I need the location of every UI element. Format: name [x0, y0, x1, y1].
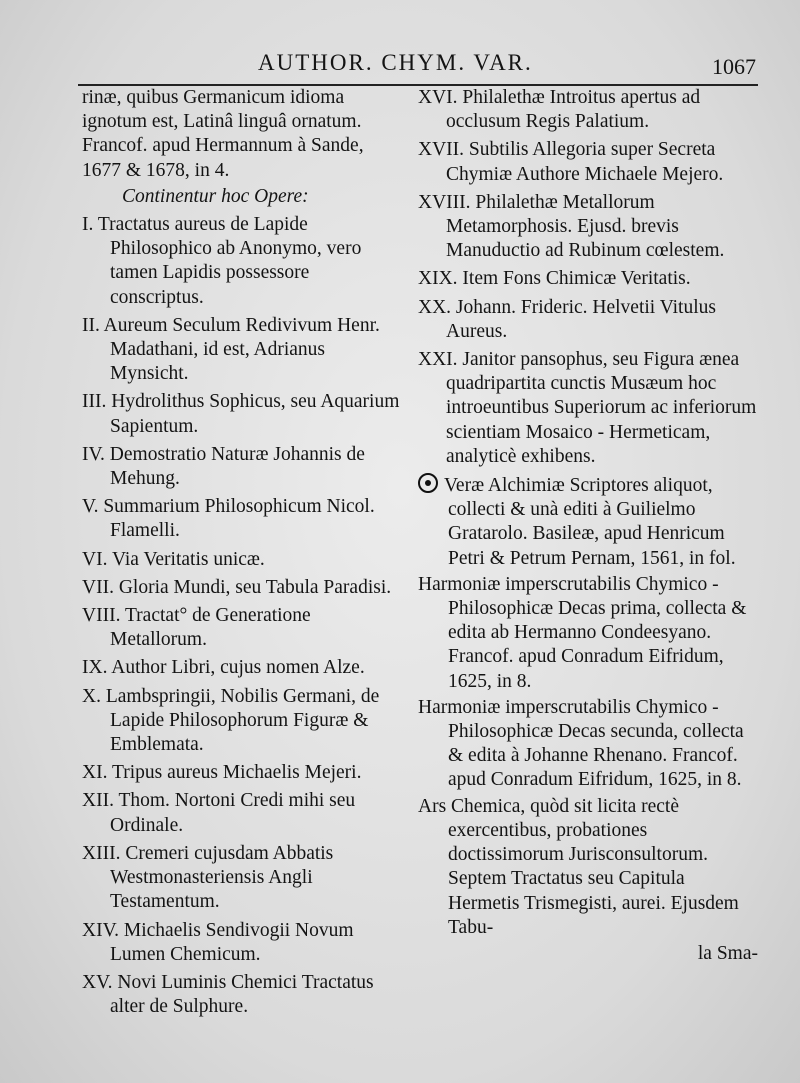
- list-item: XXI. Janitor pansophus, seu Figura ænea quadripartita cunctis Musæum hoc introeuntibus Superiorum ac inferiorum scientiam Mosaico - Hermeticam, analyticè exhibens.: [418, 349, 757, 467]
- list-item: XVIII. Philalethæ Metallorum Metamorphosis. Ejusd. brevis Manuductio ad Rubinum cœlestem.: [418, 191, 725, 262]
- list-item: IX. Author Libri, cujus nomen Alze.: [82, 657, 365, 679]
- list-item: VI. Via Veritatis unicæ.: [82, 548, 265, 570]
- list-item: I. Tractatus aureus de Lapide Philosophico ab Anonymo, vero tamen Lapidis possessore conscriptus.: [82, 214, 362, 308]
- sun-symbol-icon: [418, 473, 438, 493]
- bibliography-entry: Harmoniæ imperscrutabilis Chymico - Philosophicæ Decas secunda, collecta & edita à Johanne Rhenano. Francof. apud Conradum Eifridum, 1625, in 8.: [418, 696, 744, 791]
- list-item: II. Aureum Seculum Redivivum Henr. Madathani, id est, Adrianus Mynsicht.: [82, 314, 380, 385]
- list-item: XII. Thom. Nortoni Credi mihi seu Ordinale.: [82, 790, 356, 836]
- running-title: AUTHOR. CHYM. VAR.: [258, 50, 533, 75]
- list-item: XI. Tripus aureus Michaelis Mejeri.: [82, 762, 362, 784]
- list-item: X. Lambspringii, Nobilis Germani, de Lapide Philosophorum Figuræ & Emblemata.: [82, 685, 380, 756]
- page-header: [0, 50, 800, 80]
- list-item: IV. Demostratio Naturæ Johannis de Mehung.: [82, 443, 365, 490]
- list-item: XX. Johann. Frideric. Helvetii Vitulus Aureus.: [418, 296, 716, 342]
- list-item: XIV. Michaelis Sendivogii Novum Lumen Chemicum.: [82, 919, 354, 965]
- list-item: III. Hydrolithus Sophicus, seu Aquarium Sapientum.: [82, 391, 400, 437]
- list-item: VII. Gloria Mundi, seu Tabula Paradisi.: [82, 576, 392, 598]
- bibliography-entry: Harmoniæ imperscrutabilis Chymico - Philosophicæ Decas prima, collecta & edita ab Hermanno Condeesyano. Francof. apud Conradum Eifridum, 1625, in 8.: [418, 573, 747, 692]
- list-item: XIX. Item Fons Chimicæ Veritatis.: [418, 268, 691, 290]
- right-column: [418, 86, 758, 966]
- list-item: VIII. Tractat° de Generatione Metallorum.: [82, 605, 311, 651]
- list-item: XIII. Cremeri cujusdam Abbatis Westmonasteriensis Angli Testamentum.: [82, 842, 334, 913]
- left-column: [82, 86, 400, 1023]
- contents-heading: Continentur hoc Opere:: [122, 185, 309, 207]
- list-item: V. Summarium Philosophicum Nicol. Flamelli.: [82, 496, 375, 542]
- list-item: XV. Novi Luminis Chemici Tractatus alter de Sulphure.: [82, 971, 374, 1018]
- page-number: 1067: [712, 54, 756, 79]
- continued-text: rinæ, quibus Germanicum idioma ignotum est, Latinâ linguâ ornatum. Francof. apud Hermannum à Sande, 1677 & 1678, in 4.: [82, 87, 364, 181]
- catchword: la Sma-: [697, 942, 758, 964]
- bibliography-entry: Veræ Alchimiæ Scriptores aliquot, collecti & unà editi à Guilielmo Gratarolo. Basileæ, apud Henricum Petri & Petrum Pernam, 1561, in fol.: [418, 473, 758, 571]
- list-item: XVII. Subtilis Allegoria super Secreta Chymiæ Authore Michaele Mejero.: [418, 139, 724, 185]
- list-item: XVI. Philalethæ Introitus apertus ad occlusum Regis Palatium.: [418, 87, 701, 133]
- bibliography-entry: Ars Chemica, quòd sit licita rectè exercentibus, probationes doctissimorum Jurisconsultorum. Septem Tractatus seu Capitula Hermetis Trismegisti, aurei. Ejusdem Tabu-: [418, 795, 739, 938]
